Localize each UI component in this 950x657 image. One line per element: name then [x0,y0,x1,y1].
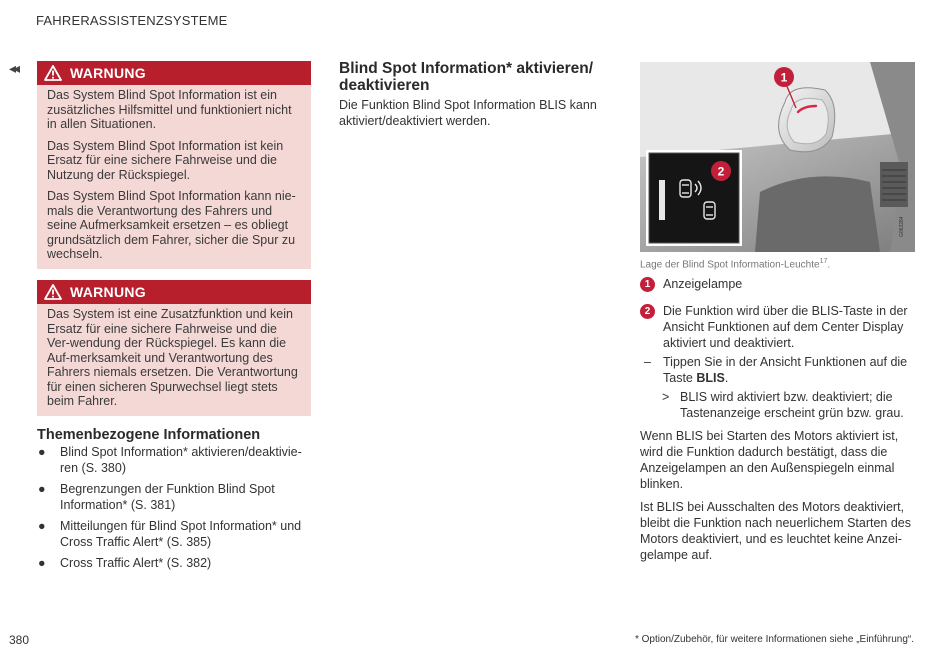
warning-title: WARNUNG [70,284,146,300]
related-link-text[interactable]: Begrenzungen der Funktion Blind Spot Information* (S. 381) [60,482,275,512]
body-paragraph: Wenn BLIS bei Starten des Motors aktiviert ist, wird die Funktion dadurch bestätigt, dass die Anzeigelampen an den Außenspiegeln einmal blinken. [640,429,899,491]
warning-paragraph: Das System Blind Spot Information ist kein Ersatz für eine sichere Fahrweise und die Nutzung der Rückspiegel. [47,138,284,182]
callout-item-2 [640,303,915,351]
instruction-step [640,354,915,386]
warning-header [37,280,311,304]
warning-box-2 [37,280,311,416]
callout-item-1 [640,276,915,292]
warning-body [37,85,311,269]
blis-location-figure [640,62,915,252]
step-text [663,354,915,386]
result-marker: > [662,390,670,404]
article-intro: Die Funktion Blind Spot Information BLIS kann aktiviert/deaktiviert werden. [339,98,597,128]
warning-box-1 [37,61,311,269]
related-link-text[interactable]: Cross Traffic Alert* (S. 382) [60,556,212,570]
warning-body [37,304,311,416]
warning-triangle-icon [44,284,62,300]
figure-caption-text: Lage der Blind Spot Information-Leuchte [640,259,820,271]
related-link[interactable] [37,518,312,550]
related-link-text[interactable]: Mitteilungen für Blind Spot Information* und Cross Traffic Alert* (S. 385) [60,519,302,549]
related-link[interactable] [37,481,312,513]
related-info-list [37,444,312,576]
callout-2-label: 2 [717,164,725,179]
callout-number-badge: 2 [640,304,655,319]
warning-triangle-icon [44,65,62,81]
article-title: Blind Spot Information* aktivieren/ deaktivieren [339,60,594,94]
related-link[interactable] [37,555,312,571]
body-paragraph: Ist BLIS bei Ausschalten des Motors deaktiviert, bleibt die Funktion nach neuerlichem Starten des Motors deaktiviert, und es leuchtet keine Anzei-gelampe auf. [640,500,911,562]
result-text: BLIS wird aktiviert bzw. deaktiviert; die Tastenanzeige erscheint grün bzw. grau. [680,390,904,420]
related-link[interactable] [37,444,312,476]
footnote-ref: 17 [819,258,828,265]
image-code: G062284 [899,216,905,237]
section-header: FAHRERASSISTENZSYSTEME [36,13,228,28]
footnote: * Option/Zubehör, für weitere Informationen siehe „Einführung“. [634,634,914,645]
step-result [662,389,917,421]
callout-text: Anzeigelampe [663,277,743,291]
double-chevron-left-icon[interactable]: ◂◂ [9,60,18,76]
callout-1-label: 1 [780,70,788,85]
bullet-icon: ● [38,445,46,459]
figure-caption: Lage der Blind Spot Information-Leuchte$^{17}$. [640,258,831,271]
blis-key-label: BLIS [696,371,725,385]
callout-text: Die Funktion wird über die BLIS-Taste in der Ansicht Funktionen auf dem Center Display aktiviert und deaktiviert. [663,304,908,350]
related-info-title: Themenbezogene Informationen [37,427,261,443]
step-text-prefix: Tippen Sie in der Ansicht Funktionen auf die Taste [663,355,908,385]
related-link-text[interactable]: Blind Spot Information* aktivieren/deaktivie-ren (S. 380) [60,445,302,475]
warning-paragraph: Das System ist eine Zusatzfunktion und kein Ersatz für eine sichere Fahrweise und die Ver-wendung der Rückspiegel. Es kann die Auf-merksamkeit und Verantwortung des Fahrers niemals ersetzen. Die Verantwortung für einen sicheren Spurwechsel liegt stets beim Fahrer. [47,307,298,408]
bullet-icon: ● [38,556,46,570]
warning-paragraph: Das System Blind Spot Information ist ein zusätzliches Hilfsmittel und funktioniert nicht in allen Situationen. [47,88,292,131]
page-number: 380 [9,633,30,647]
warning-title: WARNUNG [70,65,146,81]
bullet-icon: ● [38,519,46,533]
bullet-icon: ● [38,482,46,496]
callout-number-badge: 1 [640,277,655,292]
warning-paragraph: Das System Blind Spot Information kann nie-mals die Verantwortung des Fahrers und seine Aufmerksamkeit ersetzen – es obliegt grundsätzlich dem Fahrer, sicher die Spur zu wechseln. [47,189,296,261]
warning-header [37,61,311,85]
step-dash: – [644,355,651,369]
step-text-suffix: . [724,371,729,385]
